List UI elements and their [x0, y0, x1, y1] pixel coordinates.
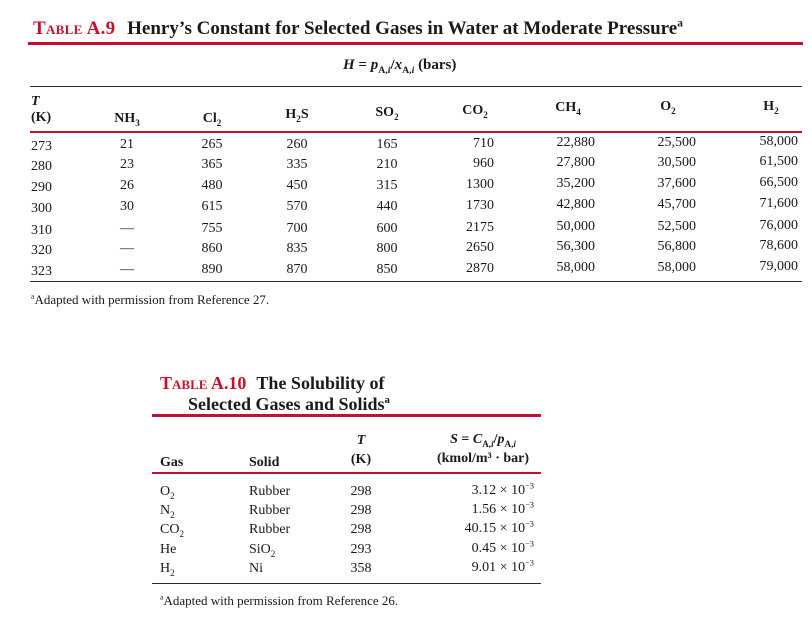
table-a10-cell-gas: $H_2$ [160, 561, 175, 578]
table-a9-cell-t: 300 [31, 201, 52, 216]
table-a9-cell: 25,500 [657, 134, 696, 150]
table-a9-cell: 835 [286, 241, 308, 256]
table-a9-cell: 265 [201, 137, 223, 152]
table-a10-label: Table A. [160, 373, 229, 393]
table-a10-header-s: $S = C_{A,i}/p_{A,i}$ [450, 432, 516, 449]
table-a9-title-footnote-mark: a [677, 17, 683, 30]
table-a9-cell: 315 [376, 178, 398, 193]
table-a9-cell: 37,600 [657, 175, 696, 191]
table-a9-cell: 890 [201, 262, 223, 277]
table-a10-cell-s: $9.01 \times 10^{-3}$ [471, 558, 534, 575]
table-a10-cell-s: $40.15 \times 10^{-3}$ [464, 519, 534, 536]
table-a9-cell-t: 310 [31, 223, 52, 238]
table-a9-cell: 450 [286, 178, 308, 193]
table-a9-cell: 570 [286, 199, 308, 214]
table-a9-cell: 335 [286, 157, 308, 172]
table-a9-cell: 870 [286, 262, 308, 277]
table-a9-number: 9 [105, 18, 116, 39]
table-a10-header-t-unit: (K) [350, 452, 372, 467]
table-a9-cell: 615 [201, 199, 223, 214]
table-a10-header-bottom-rule [152, 472, 541, 474]
table-a9-title-text: Henry’s Constant for Selected Gases in Water at Moderate Pressure [127, 18, 678, 39]
table-a10-cell-solid: SiO$_2$ [249, 542, 276, 559]
table-a9-cell: 45,700 [657, 196, 696, 212]
table-a10-title-line1: The Solubility of [256, 373, 385, 393]
table-a9-header-bottom-rule [30, 131, 802, 133]
table-a9-cell: 76,000 [759, 218, 798, 234]
table-a10-header-s-unit: (kmol/m³ · bar) [436, 451, 530, 466]
table-a10-cell-solid: Rubber [249, 484, 291, 499]
table-a9-header-t: T [31, 94, 40, 109]
table-a9-cell: 52,500 [657, 218, 696, 234]
table-a9-cell: 79,000 [759, 259, 798, 275]
table-a9-cell: 700 [286, 221, 308, 236]
table-a9-top-rule [28, 42, 803, 45]
table-a10-cell-gas: He [160, 542, 177, 557]
table-a9-header-cl2: $Cl_2$ [202, 111, 222, 128]
table-a10-cell-t: 298 [350, 503, 372, 518]
table-a9-header-h2s: $H_2S$ [285, 107, 309, 124]
table-a9-cell: 860 [201, 241, 223, 256]
table-a9-title [33, 18, 683, 40]
table-a10-title-line2: Selected Gases and Solids [188, 394, 385, 414]
table-a9-cell: 22,880 [556, 135, 595, 151]
table-a10-cell-s: $0.45 \times 10^{-3}$ [471, 539, 534, 556]
table-a9-bottom-rule [30, 281, 802, 282]
table-a10-cell-solid: Rubber [249, 522, 291, 537]
table-a9-cell: 2870 [466, 261, 494, 277]
table-a9-formula: $H = p_{A,i}/x_{A,i}$ (bars) [343, 57, 457, 76]
table-a10-cell-gas: $CO_2$ [160, 522, 184, 539]
table-a10-cell-t: 298 [350, 522, 372, 537]
table-a9-cell: 42,800 [556, 197, 595, 213]
table-a9-cell: 27,800 [556, 155, 595, 171]
table-a10-header-t: T [356, 433, 366, 448]
table-a9-cell: 61,500 [759, 154, 798, 170]
table-a9-cell: 1300 [466, 177, 494, 193]
table-a9-cell-t: 323 [31, 264, 52, 279]
table-a9-cell: 600 [376, 221, 398, 236]
table-a10-title-footnote-mark: a [384, 394, 390, 406]
table-a9-cell: 58,000 [556, 260, 595, 276]
table-a9-cell: 58,000 [657, 259, 696, 275]
table-a9-cell: 26 [120, 178, 134, 193]
table-a10-cell-t: 298 [350, 484, 372, 499]
table-a9-header-nh3: $NH_3$ [114, 111, 140, 128]
table-a9-cell: — [120, 221, 134, 236]
table-a9-cell: 35,200 [556, 176, 595, 192]
table-a9-header-co2: $CO_2$ [462, 103, 488, 120]
table-a9-cell: 440 [376, 199, 398, 214]
table-a10-cell-s: $3.12 \times 10^{-3}$ [471, 481, 534, 498]
table-a9-cell: 30,500 [657, 154, 696, 170]
table-a9-cell: 165 [376, 137, 398, 152]
table-a9-cell: 23 [120, 157, 134, 172]
table-a9-cell: 850 [376, 262, 398, 277]
table-a9-header-ch4: $CH_4$ [555, 100, 581, 117]
table-a9-cell: 56,800 [657, 238, 696, 254]
table-a10-cell-solid: Rubber [249, 503, 291, 518]
table-a9-header-so2: $SO_2$ [375, 105, 399, 122]
table-a9-cell: — [120, 241, 134, 256]
table-a9-header-h2: $H_2$ [763, 99, 779, 116]
table-a10-bottom-rule [152, 583, 541, 584]
table-a9-cell: 21 [120, 137, 134, 152]
table-a9-cell-t: 290 [31, 180, 52, 195]
table-a9-cell: 30 [120, 199, 134, 214]
table-a9-footnote: $^a$Adapted with permission from Reference 27. [31, 291, 270, 307]
table-a9-cell: 210 [376, 157, 398, 172]
table-a9-cell: 56,300 [556, 239, 595, 255]
table-a9-label: Table A. [33, 18, 106, 39]
table-a10-cell-t: 293 [350, 542, 372, 557]
table-a10-number: 10 [228, 373, 247, 393]
table-a10-cell-solid: Ni [249, 561, 263, 576]
table-a9-cell: 2175 [466, 220, 494, 236]
table-a10-header-gas: Gas [160, 455, 184, 470]
table-a9-cell: 58,000 [759, 134, 798, 150]
table-a9-cell: 710 [473, 136, 494, 152]
table-a10-cell-gas: $O_2$ [160, 484, 175, 501]
table-a10-cell-s: $1.56 \times 10^{-3}$ [471, 500, 534, 517]
table-a10-top-rule [152, 414, 541, 417]
table-a9-cell-t: 273 [31, 139, 52, 154]
table-a9-cell: 71,600 [759, 196, 798, 212]
table-a10-title [160, 373, 390, 415]
table-a9-cell: — [120, 262, 134, 277]
table-a9-cell: 365 [201, 157, 223, 172]
table-a9-cell: 2650 [466, 240, 494, 256]
table-a9-cell: 755 [201, 221, 223, 236]
table-a9-cell-t: 280 [31, 159, 52, 174]
table-a10-footnote: $^a$Adapted with permission from Reference 26. [160, 592, 399, 608]
table-a9-cell: 260 [286, 137, 308, 152]
table-a9-cell: 800 [376, 241, 398, 256]
table-a9-cell: 480 [201, 178, 223, 193]
table-a9-header-t-unit: (K) [31, 110, 52, 125]
table-a9-header-o2: $O_2$ [660, 99, 676, 116]
table-a9-cell-t: 320 [31, 243, 52, 258]
table-a9-cell: 50,000 [556, 219, 595, 235]
table-a10-cell-t: 358 [350, 561, 372, 576]
table-a10-header-solid: Solid [249, 455, 280, 470]
table-a9-cell: 1730 [466, 198, 494, 214]
table-a10-cell-gas: $N_2$ [160, 503, 175, 520]
table-a9-cell: 66,500 [759, 175, 798, 191]
table-a9-cell: 78,600 [759, 238, 798, 254]
table-a9-cell: 960 [473, 156, 494, 172]
table-a9-header-rule [30, 86, 802, 87]
